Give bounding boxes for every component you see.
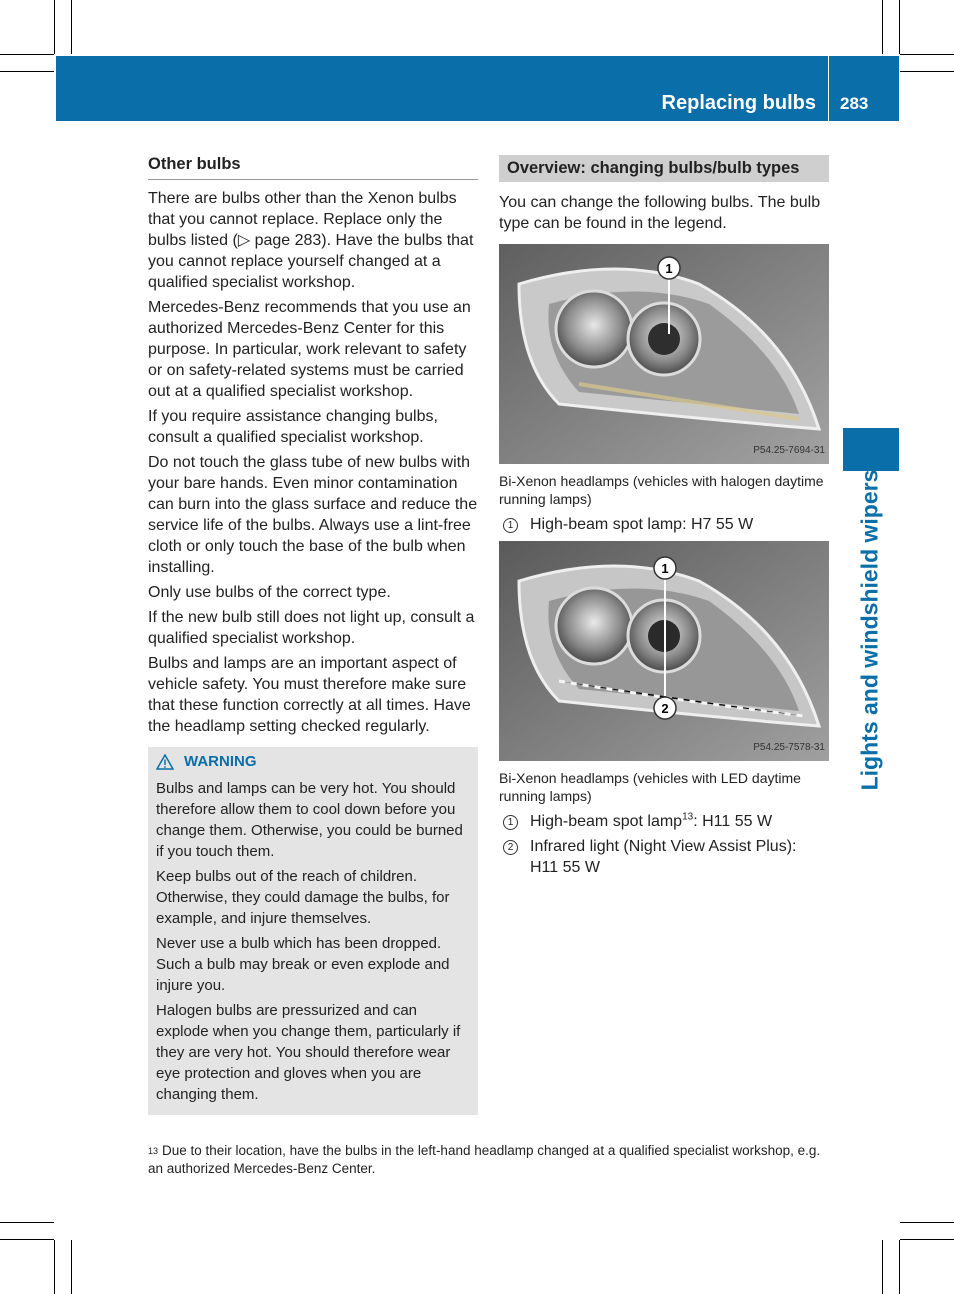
- chapter-title: Lights and windshield wipers: [856, 469, 883, 791]
- crop-mark: [899, 0, 900, 54]
- warning-triangle-icon: [156, 754, 174, 770]
- warning-title: WARNING: [184, 753, 257, 770]
- figure-callout: 1: [661, 561, 669, 576]
- section-heading: Overview: changing bulbs/bulb types: [499, 155, 829, 182]
- crop-mark: [0, 1222, 54, 1223]
- legend-text: Infrared light (Night View Assist Plus): H11 55 W: [530, 838, 797, 876]
- warning-header: [156, 751, 470, 772]
- crop-mark: [900, 1222, 954, 1223]
- paragraph: If the new bulb still does not light up, consult a qualified specialist workshop.: [148, 609, 475, 647]
- paragraph: Only use bulbs of the correct type.: [148, 584, 391, 601]
- crop-mark: [0, 71, 54, 72]
- footnote-text: Due to their location, have the bulbs in the left-hand headlamp changed at a qualified specialist workshop, e.g. an authorized Mercedes-Benz Center.: [148, 1143, 821, 1176]
- warning-box: [148, 747, 478, 1115]
- paragraph: Bulbs and lamps are an important aspect of vehicle safety. You must therefore make sure that these function correctly at all times. Have the headlamp setting checked regularly.: [148, 655, 471, 735]
- legend-number: 1: [503, 518, 518, 533]
- figure-callout: 1: [665, 261, 673, 276]
- intro-paragraph: You can change the following bulbs. The bulb type can be found in the legend.: [499, 194, 821, 232]
- legend-item: [499, 514, 829, 535]
- crop-mark: [71, 1240, 72, 1294]
- header-divider: [828, 56, 829, 121]
- footnote-number: 13: [148, 1146, 159, 1156]
- page-title: Replacing bulbs: [661, 92, 816, 114]
- paragraph: Mercedes-Benz recommends that you use an authorized Mercedes-Benz Center for this purpose. In particular, work relevant to safety or on safety-related systems must be carried out at a qualified specialist workshop.: [148, 299, 471, 400]
- paragraph: Do not touch the glass tube of new bulbs with your bare hands. Even minor contamination can burn into the glass surface and reduce the service life of the bulbs. Always use a lint-free cloth or only touch the base of the bulb when installing.: [148, 454, 478, 576]
- crop-mark: [900, 71, 954, 72]
- figure-code: P54.25-7578-31: [753, 742, 825, 753]
- right-column: [499, 155, 829, 882]
- warning-paragraph: Halogen bulbs are pressurized and can explode when you change them, particularly if they are very hot. You should therefore wear eye protection and gloves when you are changing them.: [156, 1002, 461, 1103]
- legend-text: High-beam spot lamp: H7 55 W: [530, 516, 754, 533]
- crop-mark: [0, 54, 54, 55]
- legend-text: High-beam spot lamp$^{13}$: H11 55 W: [530, 811, 773, 830]
- warning-paragraph: Keep bulbs out of the reach of children. Otherwise, they could damage the bulbs, for example, and injure themselves.: [156, 868, 450, 927]
- headlamp-photo-halogen: [499, 244, 829, 464]
- warning-paragraph: Never use a bulb which has been dropped. Such a bulb may break or even explode and injure you.: [156, 935, 450, 994]
- footnote-ref: 13: [682, 811, 694, 823]
- crop-mark: [899, 1240, 900, 1294]
- headlamp-illustration: [499, 244, 829, 464]
- legend-item: [499, 836, 829, 878]
- footnote: [148, 1142, 838, 1178]
- figure-caption: Bi-Xenon headlamps (vehicles with LED daytime running lamps): [499, 770, 801, 804]
- crop-mark: [0, 1239, 54, 1240]
- crop-mark: [900, 1239, 954, 1240]
- headlamp-photo-led: [499, 541, 829, 761]
- crop-mark: [54, 0, 55, 54]
- legend-number: 1: [503, 815, 518, 830]
- crop-mark: [900, 54, 954, 55]
- figure-callout: 2: [661, 701, 669, 716]
- chapter-tab: [843, 428, 899, 471]
- figure-caption: Bi-Xenon headlamps (vehicles with halogen daytime running lamps): [499, 473, 824, 507]
- legend-item: [499, 811, 829, 832]
- crop-mark: [882, 0, 883, 54]
- paragraph: There are bulbs other than the Xenon bulbs that you cannot replace. Replace only the bulbs listed (▷ page 283). Have the bulbs that you cannot replace yourself changed at a qualified specialist workshop.: [148, 190, 474, 291]
- crop-mark: [54, 1240, 55, 1294]
- paragraph: If you require assistance changing bulbs, consult a qualified specialist workshop.: [148, 408, 438, 446]
- warning-paragraph: Bulbs and lamps can be very hot. You should therefore allow them to cool down before you change them. Otherwise, you could be burned if you touch them.: [156, 780, 463, 860]
- crop-mark: [882, 1240, 883, 1294]
- left-column: [148, 150, 478, 1115]
- section-heading: Other bulbs: [148, 150, 478, 180]
- crop-mark: [71, 0, 72, 54]
- page-number: 283: [840, 94, 869, 113]
- headlamp-illustration: [499, 541, 829, 761]
- legend-number: 2: [503, 840, 518, 855]
- figure-code: P54.25-7694-31: [753, 445, 825, 456]
